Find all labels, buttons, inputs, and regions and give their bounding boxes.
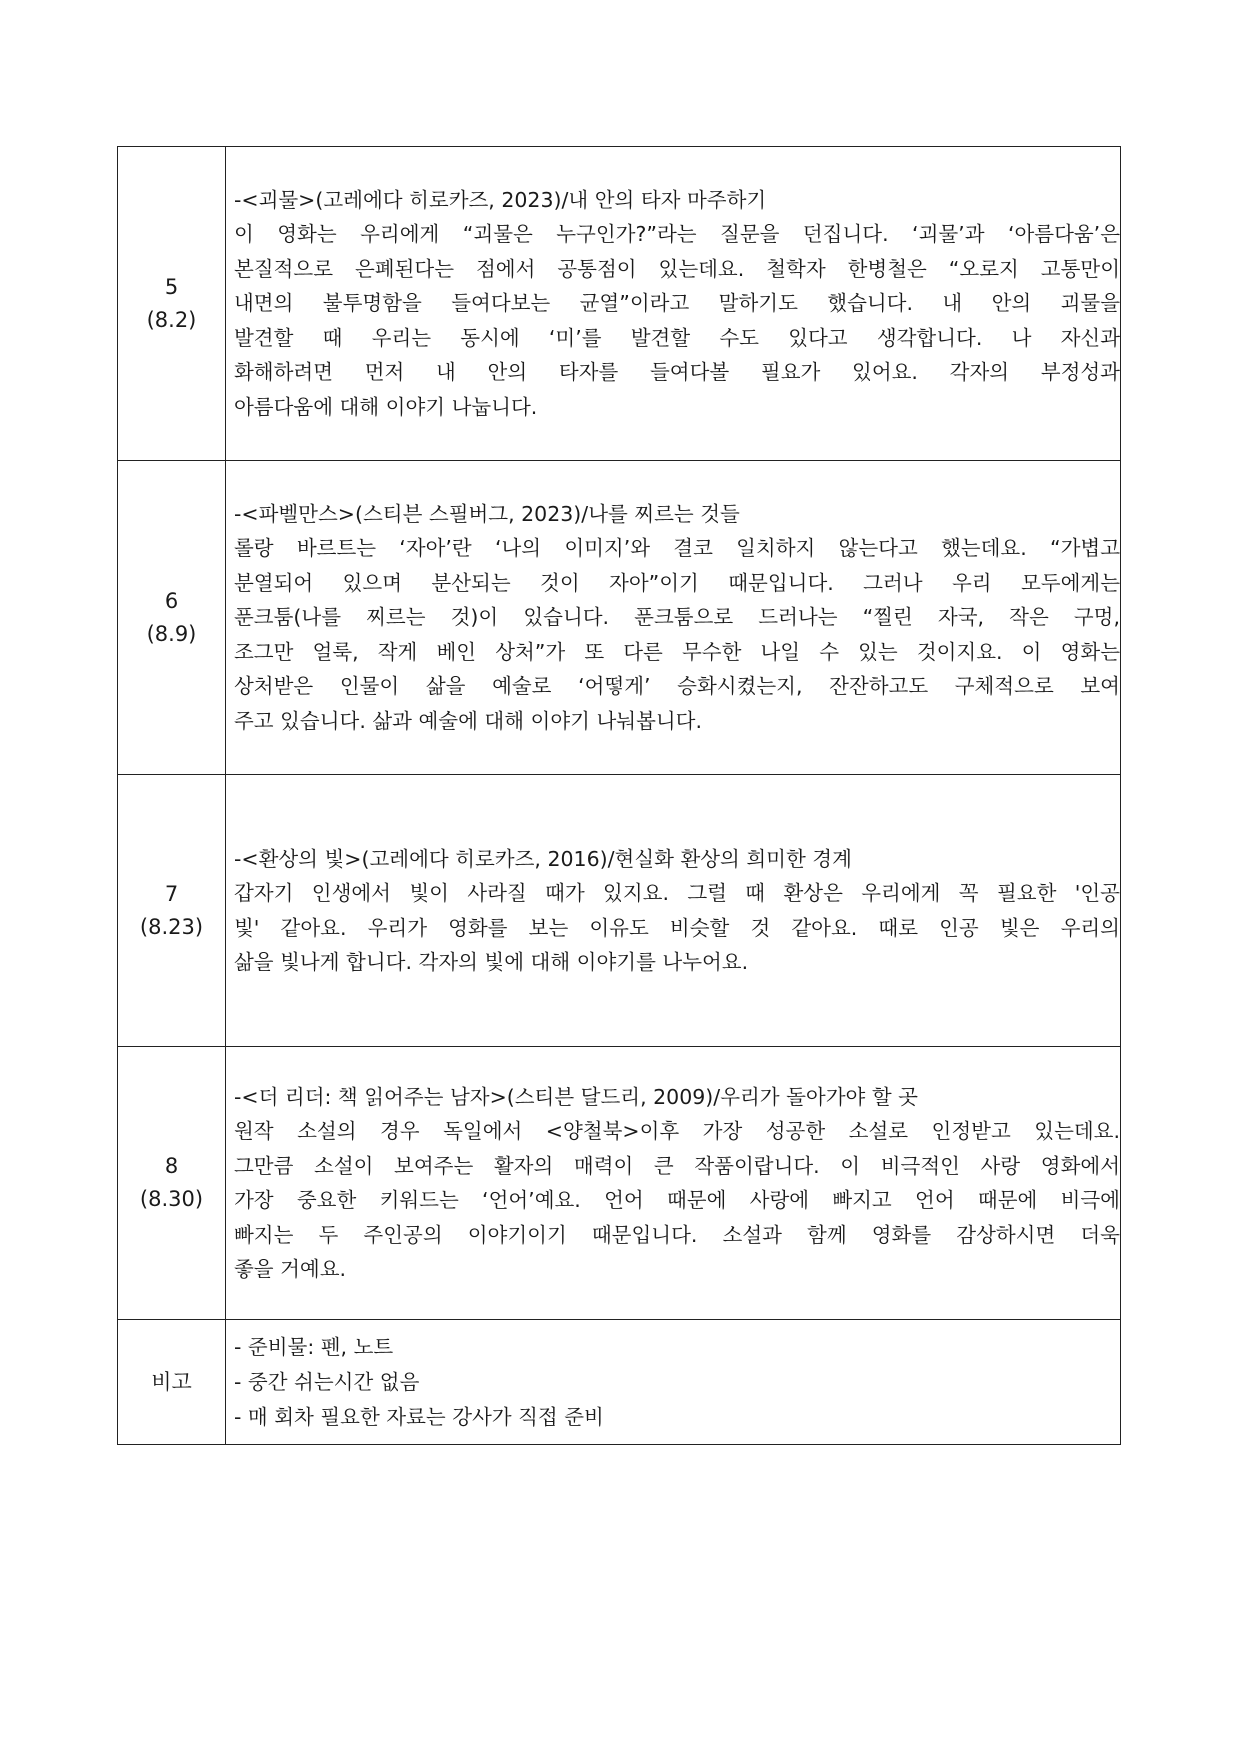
session-row-7 — [118, 775, 1121, 1047]
session-number-cell — [118, 775, 226, 1047]
session-date: (8.23) — [139, 914, 204, 939]
session-number-cell — [118, 461, 226, 775]
description-line: 분열되어 있으며 분산되는 것이 자아”이기 때문입니다. 그러나 우리 모두에게는 — [234, 570, 1120, 595]
note-item: - 중간 쉬는시간 없음 — [234, 1369, 420, 1394]
description-line: 롤랑 바르트는 ‘자아’란 ‘나의 이미지’와 결코 일치하지 않는다고 했는데요. “가볍고 — [234, 536, 1120, 561]
description-line: 갑자기 인생에서 빛이 사라질 때가 있지요. 그럴 때 환상은 우리에게 꼭 필요한 '인공 — [234, 881, 1120, 905]
description-line: 조그만 얼룩, 작게 베인 상처”가 또 다른 무수한 나일 수 있는 것이지요. 이 영화는 — [234, 639, 1120, 664]
session-title: -<환상의 빛>(고레에다 히로카즈, 2016)/현실화 환상의 희미한 경계 — [234, 846, 852, 871]
session-number-cell — [118, 147, 226, 461]
description-line: 이 영화는 우리에게 “괴물은 누구인가?”라는 질문을 던집니다. ‘괴물’과 ‘아름다움’은 — [234, 222, 1120, 247]
session-description-cell — [226, 147, 1121, 461]
note-item: - 매 회차 필요한 자료는 강사가 직접 준비 — [234, 1404, 604, 1429]
session-row-6 — [118, 461, 1121, 775]
notes-label: 비고 — [151, 1369, 192, 1394]
program-schedule-table — [117, 146, 1121, 1445]
notes-row — [118, 1320, 1121, 1445]
description-line: 화해하려면 먼저 내 안의 타자를 들여다볼 필요가 있어요. 각자의 부정성과 — [234, 360, 1120, 385]
description-line: 그만큼 소설이 보여주는 활자의 매력이 큰 작품이랍니다. 이 비극적인 사랑 영화에서 — [234, 1153, 1120, 1178]
description-line: 아름다움에 대해 이야기 나눕니다. — [234, 394, 538, 419]
session-date: (8.9) — [146, 621, 197, 646]
description-line: 내면의 불투명함을 들여다보는 균열”이라고 말하기도 했습니다. 내 안의 괴물을 — [234, 291, 1120, 316]
description-line: 빛' 같아요. 우리가 영화를 보는 이유도 비슷할 것 같아요. 때로 인공 빛은 우리의 — [234, 915, 1120, 940]
session-date: (8.2) — [146, 307, 197, 332]
description-line: 상처받은 인물이 삶을 예술로 ‘어떻게’ 승화시켰는지, 잔잔하고도 구체적으로 보여 — [234, 674, 1120, 699]
description-line: 본질적으로 은폐된다는 점에서 공통점이 있는데요. 철학자 한병철은 “오로지 고통만이 — [234, 256, 1120, 281]
session-number: 7 — [164, 881, 179, 906]
description-line: 좋을 거예요. — [234, 1257, 347, 1281]
description-line: 원작 소설의 경우 독일에서 <양철북>이후 가장 성공한 소설로 인정받고 있는데요. — [234, 1119, 1120, 1143]
session-title: -<괴물>(고레에다 히로카즈, 2023)/내 안의 타자 마주하기 — [234, 187, 767, 212]
description-line: 주고 있습니다. 삶과 예술에 대해 이야기 나눠봅니다. — [234, 708, 702, 733]
session-description-cell — [226, 461, 1121, 775]
session-date: (8.30) — [139, 1187, 204, 1211]
session-row-5 — [118, 147, 1121, 461]
session-number-cell — [118, 1047, 226, 1320]
description-line: 푼크툼(나를 찌르는 것)이 있습니다. 푼크툼으로 드러나는 “찔린 자국, 작은 구멍, — [234, 605, 1120, 630]
description-line: 삶을 빛나게 합니다. 각자의 빛에 대해 이야기를 나누어요. — [234, 950, 749, 974]
session-row-8 — [118, 1047, 1121, 1320]
session-title: -<더 리더: 책 읽어주는 남자>(스티븐 달드리, 2009)/우리가 돌아가야 할 곳 — [234, 1084, 918, 1109]
description-line: 빠지는 두 주인공의 이야기이기 때문입니다. 소설과 함께 영화를 감상하시면 더욱 — [234, 1222, 1120, 1247]
session-number: 8 — [164, 1154, 179, 1178]
notes-cell — [226, 1320, 1121, 1445]
session-number: 5 — [164, 274, 179, 299]
note-item: - 준비물: 펜, 노트 — [234, 1334, 394, 1359]
session-title: -<파벨만스>(스티븐 스필버그, 2023)/나를 찌르는 것들 — [234, 501, 740, 526]
session-description-cell — [226, 775, 1121, 1047]
session-number: 6 — [164, 588, 179, 613]
notes-label-cell — [118, 1320, 226, 1445]
description-line: 가장 중요한 키워드는 ‘언어’예요. 언어 때문에 사랑에 빠지고 언어 때문에 비극에 — [234, 1188, 1120, 1212]
session-description-cell — [226, 1047, 1121, 1320]
description-line: 발견할 때 우리는 동시에 ‘미’를 발견할 수도 있다고 생각합니다. 나 자신과 — [234, 325, 1120, 350]
